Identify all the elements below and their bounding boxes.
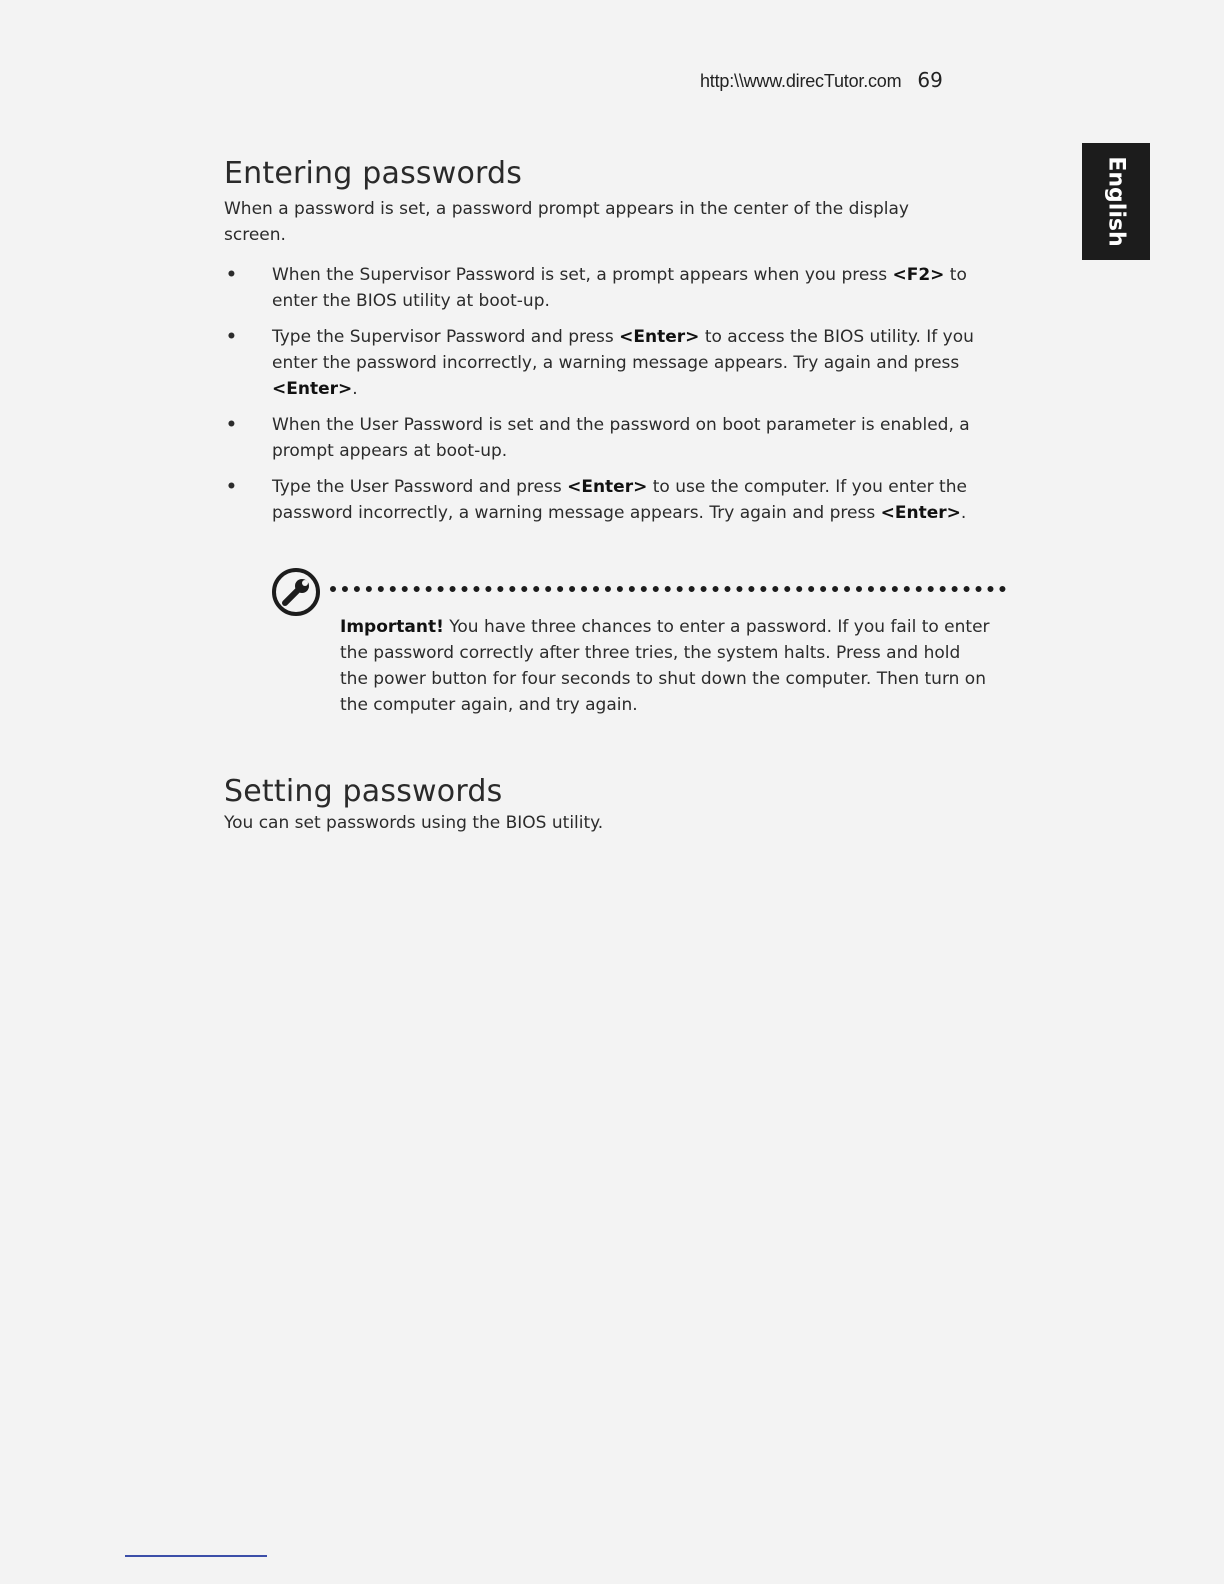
setting-passwords-intro: You can set passwords using the BIOS utility. xyxy=(224,813,604,833)
section-title-entering-passwords: Entering passwords xyxy=(224,156,523,192)
list-item xyxy=(224,324,1014,402)
list-item xyxy=(224,412,1014,464)
bullet-text: When the User Password is set and the password on boot parameter is enabled, a prompt appears at boot-up. xyxy=(272,415,970,461)
bullet-icon: • xyxy=(226,327,237,347)
bullet-text-before: When the Supervisor Password is set, a prompt appears when you press xyxy=(272,265,893,285)
key-enter: <Enter> xyxy=(272,379,353,399)
key-enter: <Enter> xyxy=(880,503,961,523)
entering-passwords-intro: When a password is set, a password prompt appears in the center of the display screen. xyxy=(224,199,909,245)
important-note xyxy=(270,566,1010,726)
bullet-icon: • xyxy=(226,477,237,497)
key-enter: <Enter> xyxy=(567,477,648,497)
key-enter: <Enter> xyxy=(619,327,700,347)
list-item xyxy=(224,474,1014,526)
list-item xyxy=(224,262,1014,314)
bullet-text-before: Type the User Password and press xyxy=(272,477,568,497)
password-bullet-list xyxy=(224,262,1014,536)
bullet-icon: • xyxy=(226,415,237,435)
language-side-tab xyxy=(1082,143,1150,260)
bullet-text-before: Type the Supervisor Password and press xyxy=(272,327,620,347)
bullet-text-after: . xyxy=(960,503,967,523)
footer-rule xyxy=(125,1555,267,1557)
wrench-icon xyxy=(270,566,322,618)
key-f2: <F2> xyxy=(892,265,945,285)
language-tab-label: English xyxy=(1103,156,1129,247)
note-text xyxy=(340,614,990,718)
bullet-text-middle: to access the BIOS utility. If you enter the password incorrectly, a warning message appears. Try again and press xyxy=(272,327,974,373)
bullet-text-middle: to use the computer. If you enter the password incorrectly, a warning message appears. Try again and press xyxy=(272,477,967,523)
note-label: Important! xyxy=(340,617,444,637)
note-divider xyxy=(330,586,1006,592)
bullet-icon: • xyxy=(226,265,237,285)
page-header xyxy=(700,68,1020,92)
bullet-text-after: to enter the BIOS utility at boot-up. xyxy=(272,265,967,311)
header-url: http:\\www.direcTutor.com xyxy=(700,71,902,91)
bullet-text-after: . xyxy=(352,379,358,399)
page-number: 69 xyxy=(917,68,943,92)
section-title-setting-passwords: Setting passwords xyxy=(224,774,503,810)
note-body: You have three chances to enter a password. If you fail to enter the password correctly after three tries, the system halts. Press and hold the power button for four seconds to shut down the computer. Then turn on the computer again, and try again. xyxy=(340,617,990,715)
